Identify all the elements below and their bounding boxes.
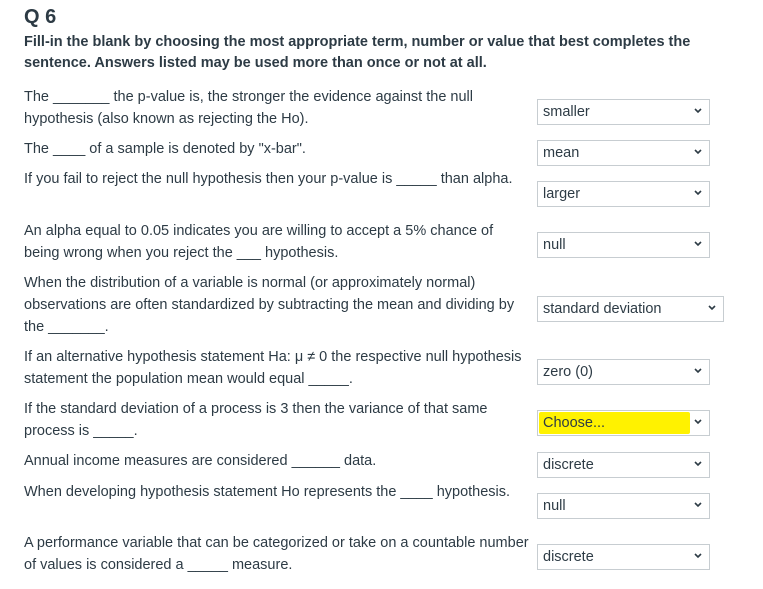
question-text: A performance variable that can be categorized or take on a countable number of values is considered a _____ measure. [24,535,529,573]
question-text: If an alternative hypothesis statement Ha: μ ≠ 0 the respective null hypothesis statement the population mean would equal _____. [24,349,522,387]
select-value: null [543,498,566,514]
question-text: An alpha equal to 0.05 indicates you are willing to accept a 5% chance of being wrong when you reject the ___ hypothesis. [24,223,494,261]
chevron-down-icon [693,105,703,117]
question-text: The _______ the p-value is, the stronger the evidence against the null hypothesis (also known as rejecting the Ho). [24,89,473,127]
answer-select-9[interactable] [537,493,710,519]
answer-select-7[interactable] [537,410,710,436]
select-value: Choose... [543,415,606,431]
answer-select-10[interactable] [537,544,710,570]
select-value: discrete [543,549,594,565]
select-value: zero (0) [543,364,593,380]
answer-select-6[interactable] [537,359,710,385]
answer-select-5[interactable] [537,296,724,322]
select-value: mean [543,145,580,161]
answer-select-1[interactable] [537,99,710,125]
select-value: larger [543,186,581,202]
answer-select-4[interactable] [537,232,710,258]
answer-select-8[interactable] [537,452,710,478]
question-title: Q 6 [24,6,57,28]
question-text: The ____ of a sample is denoted by "x-bar". [24,141,306,157]
question-text: If you fail to reject the null hypothesis then your p-value is _____ than alpha. [24,171,513,187]
answer-select-3[interactable] [537,181,710,207]
chevron-down-icon [693,458,703,470]
answer-select-2[interactable] [537,140,710,166]
select-value: discrete [543,457,594,473]
question-text: If the standard deviation of a process is 3 then the variance of that same process is _____. [24,401,488,439]
question-text: When the distribution of a variable is normal (or approximately normal) observations are often standardized by subtracting the mean and dividing by the _______. [24,275,515,335]
select-value: smaller [543,104,590,120]
select-value: null [543,237,566,253]
chevron-down-icon [693,499,703,511]
chevron-down-icon [693,550,703,562]
chevron-down-icon [693,365,703,377]
chevron-down-icon [693,238,703,250]
chevron-down-icon [693,416,703,428]
question-text: When developing hypothesis statement Ho represents the ____ hypothesis. [24,484,511,500]
chevron-down-icon [707,302,717,314]
chevron-down-icon [693,146,703,158]
select-value: standard deviation [543,301,662,317]
chevron-down-icon [693,187,703,199]
question-text: Annual income measures are considered ______ data. [24,453,377,469]
instructions-text: Fill-in the blank by choosing the most appropriate term, number or value that best completes the sentence. Answers listed may be used more than once or not at all. [24,34,691,71]
